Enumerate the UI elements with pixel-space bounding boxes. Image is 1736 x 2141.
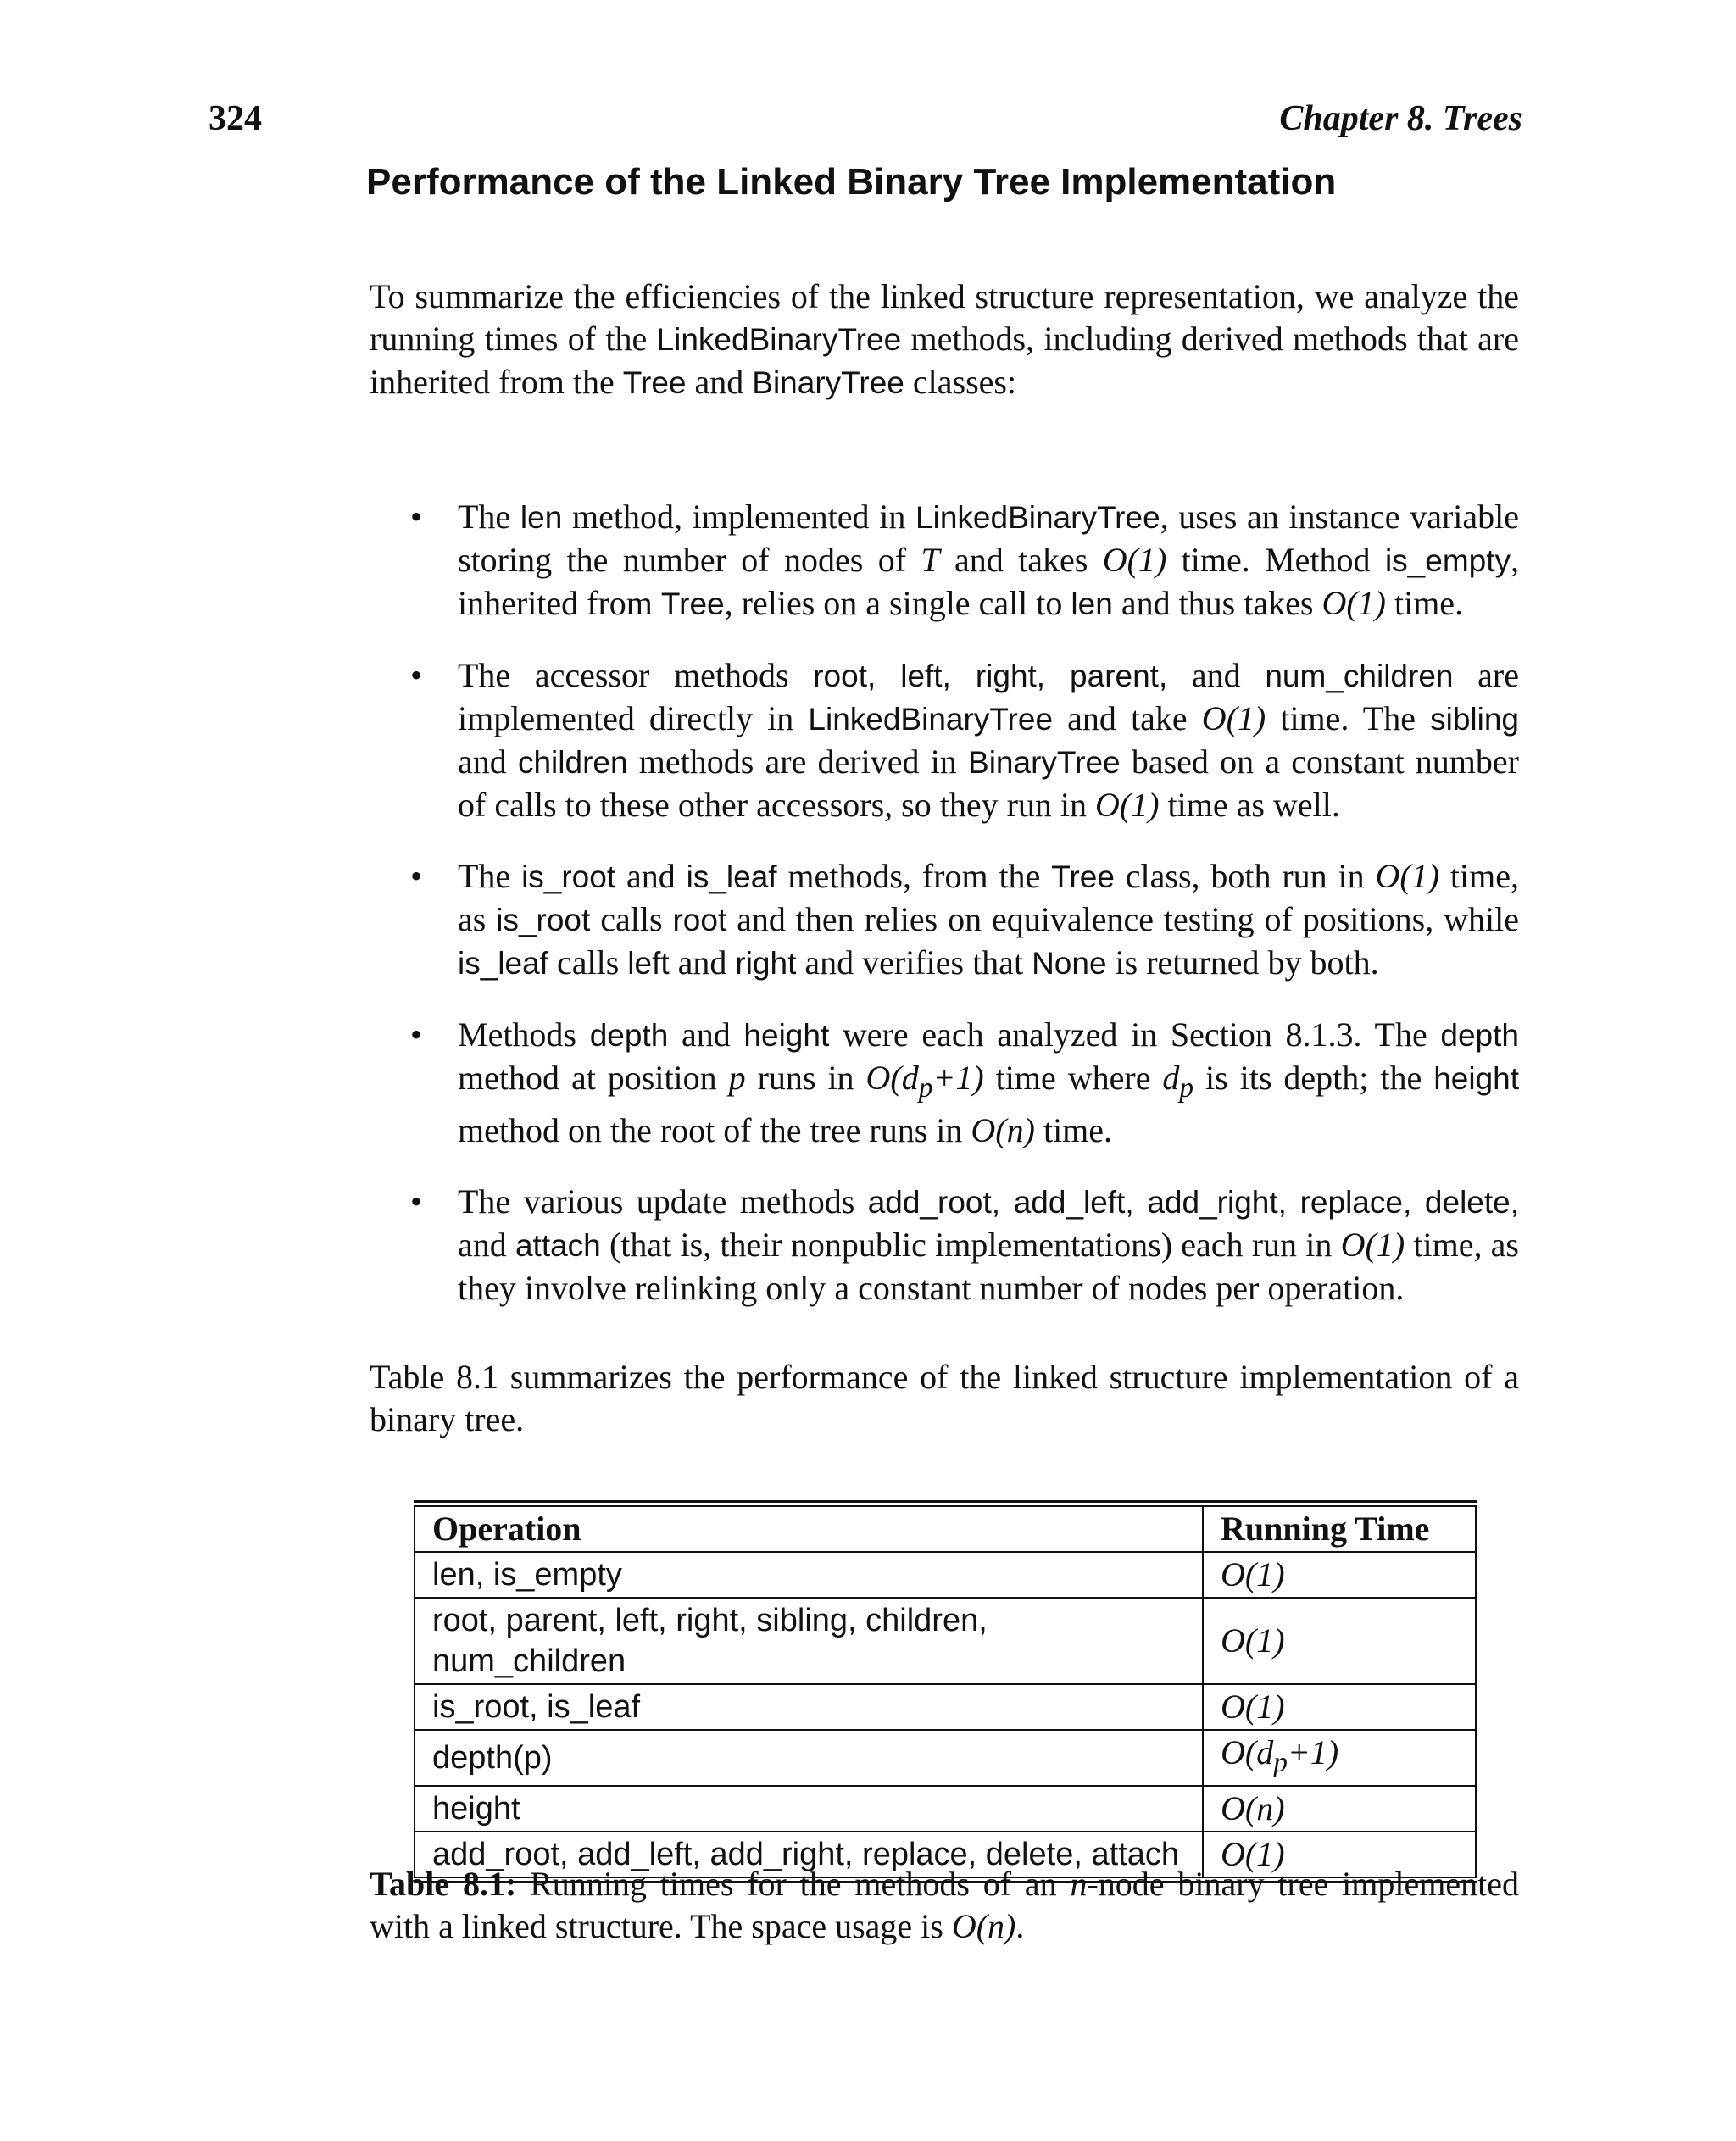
- bullet-dot: •: [410, 498, 423, 536]
- running-time-cell: O(1): [1203, 1598, 1476, 1684]
- operation-cell: depth(p): [415, 1730, 1203, 1786]
- bullet-update-methods: • The various update methods add_root, add_left, add_right, replace, delete, and attach (that is, their nonpublic implementations) each run in O(1) time, as they involve relinking only a constant number of nodes per operation.: [410, 1182, 1519, 1307]
- bullet-depth-height: • Methods depth and height were each analyzed in Section 8.1.3. The depth method at position p runs in $O(d_p+1)$ time where $d_p$ is its depth; the height method on the root of the tree runs in O(n) time.: [410, 1015, 1519, 1149]
- caption-label: Table 8.1:: [370, 1865, 517, 1903]
- running-time-cell: O(1): [1203, 1684, 1476, 1730]
- intro-paragraph: To summarize the efficiencies of the linked structure representation, we analyze the running times of the LinkedBinaryTree methods, including derived methods that are inherited from the Tree and BinaryTree classes:: [370, 277, 1520, 401]
- table-top-rule: [414, 1500, 1477, 1503]
- running-times-table: [414, 1500, 1477, 1883]
- header-operation: Operation: [415, 1506, 1203, 1552]
- running-time-cell: O(n): [1203, 1786, 1476, 1832]
- page-number: 324: [209, 99, 262, 138]
- section-title: Performance of the Linked Binary Tree Implementation: [366, 161, 1337, 203]
- table-row: [415, 1684, 1476, 1730]
- operation-cell: len, is_empty: [415, 1552, 1203, 1598]
- operation-cell: root, parent, left, right, sibling, children, num_children: [415, 1598, 1203, 1684]
- running-time-cell: $O(d_p+1)$: [1203, 1730, 1476, 1786]
- bullet-isroot-isleaf: • The is_root and is_leaf methods, from the Tree class, both run in O(1) time, as is_root calls root and then relies on equivalence testing of positions, while is_leaf calls left and right and verifies that None is returned by both.: [410, 857, 1520, 982]
- running-time-cell: O(1): [1203, 1552, 1476, 1598]
- table-row: [415, 1786, 1476, 1832]
- table-row: [415, 1552, 1476, 1598]
- table-row: [415, 1598, 1476, 1684]
- bullet-len: • The len method, implemented in LinkedBinaryTree, uses an instance variable storing the number of nodes of T and takes O(1) time. Method is_empty, inherited from Tree, relies on a single call to len and thus takes O(1) time.: [410, 498, 1520, 622]
- bullet-dot: •: [410, 1015, 423, 1054]
- operation-cell: height: [415, 1786, 1203, 1832]
- table-intro-paragraph: Table 8.1 summarizes the performance of the linked structure implementation of a binary tree.: [370, 1358, 1519, 1438]
- table-grid: [414, 1505, 1477, 1878]
- bullet-dot: •: [410, 857, 423, 895]
- running-head: Chapter 8. Trees: [1279, 99, 1522, 138]
- running-time-cell: O(1): [1203, 1832, 1476, 1877]
- bullet-accessors: • The accessor methods root, left, right, parent, and num_children are implemented directly in LinkedBinaryTree and take O(1) time. The sibling and children methods are derived in BinaryTree based on a constant number of calls to these other accessors, so they run in O(1) time as well.: [410, 656, 1519, 824]
- operation-cell: add_root, add_left, add_right, replace, delete, attach: [415, 1832, 1203, 1877]
- table-caption: Table 8.1: Running times for the methods of an n-node binary tree implemented with a linked structure. The space usage is O(n).: [370, 1865, 1519, 1945]
- bullet-dot: •: [410, 1182, 423, 1221]
- bullet-dot: •: [410, 656, 423, 694]
- table-row: [415, 1730, 1476, 1786]
- operation-cell: is_root, is_leaf: [415, 1684, 1203, 1730]
- bullet-list: [410, 496, 1519, 1338]
- header-running-time: Running Time: [1203, 1506, 1476, 1552]
- table-header-row: [415, 1506, 1476, 1552]
